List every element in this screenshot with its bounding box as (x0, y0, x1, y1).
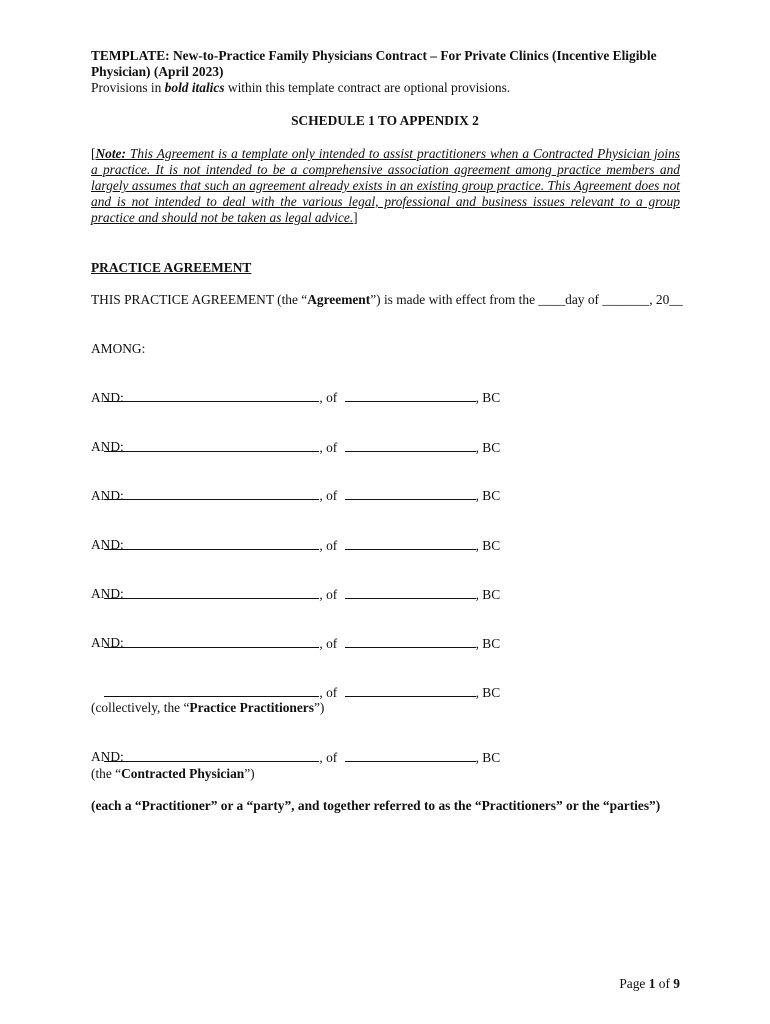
party-comma-of: , of (319, 587, 341, 602)
intro-part-1: THIS PRACTICE AGREEMENT (the “ (91, 292, 308, 307)
physician-location-blank[interactable] (345, 749, 476, 762)
collectively-part-1: (collectively, the “ (91, 700, 190, 715)
page-number (560, 976, 680, 992)
contracted-part-2: ”) (244, 766, 255, 781)
note-body: This Agreement is a template only intended to assist practitioners when a Contracted Physician joins a practice. It is not intended to be a comprehensive association agreement among practice members and largely assumes that such an agreement already exists in an existing group practice. This Agreement does not and is not intended to deal with the various legal, professional and business issues relevant to a group practice and should not be taken as legal advice. (91, 146, 680, 225)
parties-definition: (each a “Practitioner” or a “party”, and together referred to as the “Practitioners” or the “parties”) (91, 798, 661, 813)
party-line (91, 619, 691, 668)
note-open-bracket: [ (91, 146, 96, 161)
intro-agreement-term: Agreement (307, 292, 371, 307)
provisions-prefix: Provisions in (91, 80, 165, 95)
and-label: AND: (91, 390, 124, 405)
party-location-blank[interactable] (345, 537, 476, 550)
among-label: AMONG: (91, 341, 146, 356)
provisions-suffix: within this template contract are optional provisions. (224, 80, 511, 95)
party-comma-of: , of (319, 538, 341, 553)
party-location-blank[interactable] (345, 389, 476, 402)
intro-part-2: ”) is made with effect from the ____day of _______, 20__ (370, 292, 683, 307)
party-suffix: , BC (475, 636, 501, 651)
party-name-blank[interactable] (104, 586, 319, 599)
and-label: AND: (91, 439, 124, 454)
party-line (91, 471, 691, 520)
note-label: Note: (95, 146, 126, 161)
party-location-blank[interactable] (345, 487, 476, 500)
party-name-blank[interactable] (104, 537, 319, 550)
party-location-blank[interactable] (345, 439, 476, 452)
party-suffix: , BC (475, 390, 501, 405)
agreement-intro (91, 292, 683, 308)
collectively-label (91, 700, 324, 716)
party-name-blank[interactable] (104, 389, 319, 402)
party-location-blank[interactable] (345, 684, 476, 697)
and-label: AND: (91, 537, 124, 552)
party-suffix: , BC (475, 685, 501, 700)
party-suffix: , BC (475, 587, 501, 602)
party-line (91, 423, 691, 472)
party-line (91, 570, 691, 619)
party-suffix: , BC (475, 538, 501, 553)
party-line (91, 373, 691, 422)
party-name-blank[interactable] (104, 684, 319, 697)
party-suffix: , BC (475, 488, 501, 503)
page-of: of (655, 976, 674, 991)
page-total: 9 (673, 976, 680, 991)
practice-practitioners-term: Practice Practitioners (189, 700, 314, 715)
party-suffix: , BC (475, 440, 501, 455)
page-label: Page (619, 976, 649, 991)
party-name-blank[interactable] (104, 439, 319, 452)
physician-name-blank[interactable] (104, 749, 319, 762)
note-close-bracket: ] (353, 210, 358, 225)
party-name-blank[interactable] (104, 487, 319, 500)
contracted-physician-term: Contracted Physician (121, 766, 245, 781)
disclaimer-note (91, 146, 680, 226)
party-name-blank[interactable] (104, 635, 319, 648)
template-title: TEMPLATE: New-to-Practice Family Physicians Contract – For Private Clinics (Incentive Eligible Physician) (April 2023) (91, 48, 657, 79)
and-label: AND: (91, 749, 124, 764)
and-label: AND: (91, 586, 124, 601)
party-line (91, 521, 691, 570)
party-comma-of: , of (319, 636, 341, 651)
provisions-emphasis: bold italics (164, 80, 225, 95)
contracted-physician-label (91, 766, 255, 782)
page-current: 1 (648, 976, 656, 991)
contracted-part-1: (the “ (91, 766, 122, 781)
physician-suffix: , BC (475, 750, 501, 765)
collectively-part-2: ”) (313, 700, 325, 715)
party-comma-of: , of (319, 440, 341, 455)
and-label: AND: (91, 488, 124, 503)
schedule-heading: SCHEDULE 1 TO APPENDIX 2 (291, 113, 479, 128)
party-comma-of: , of (319, 685, 341, 700)
and-label: AND: (91, 635, 124, 650)
party-comma-of: , of (319, 488, 341, 503)
party-comma-of: , of (319, 390, 341, 405)
agreement-heading: PRACTICE AGREEMENT (91, 260, 252, 275)
party-location-blank[interactable] (345, 635, 476, 648)
party-location-blank[interactable] (345, 586, 476, 599)
physician-comma-of: , of (319, 750, 341, 765)
provisions-note (91, 80, 691, 96)
